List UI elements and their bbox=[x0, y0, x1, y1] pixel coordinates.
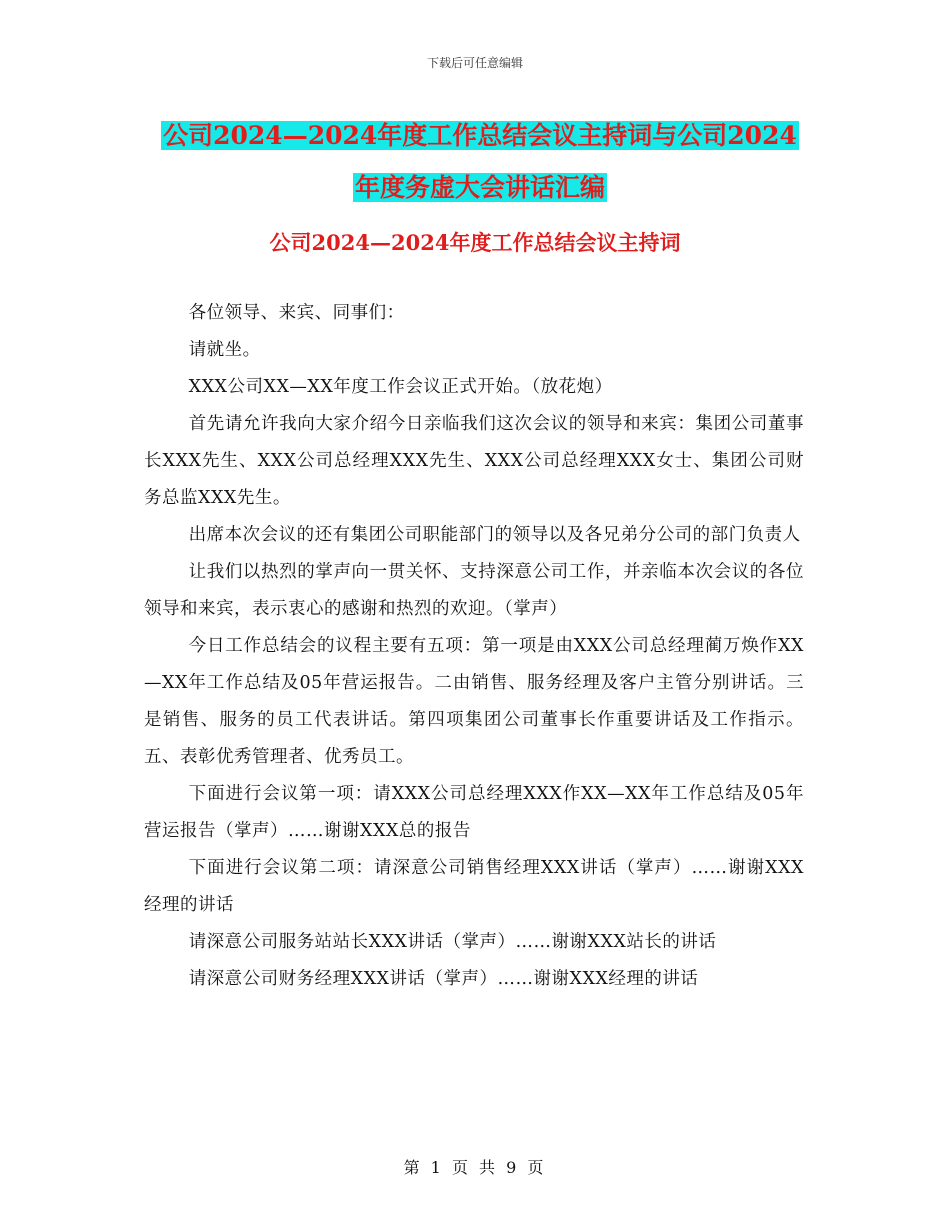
title-line-2: 年度务虚大会讲话汇编 bbox=[354, 173, 605, 202]
header-note: 下载后可任意编辑 bbox=[426, 56, 523, 70]
section-title: 公司2024—2024年度工作总结会议主持词 bbox=[269, 230, 681, 255]
document-body bbox=[144, 295, 804, 998]
paragraph: 今日工作总结会的议程主要有五项：第一项是由XXX公司总经理蔺万焕作XX—XX年工作总结及05年营运报告。二由销售、服务经理及客户主管分别讲话。三是销售、服务的员工代表讲话。第四项集团公司董事长作重要讲话及工作指示。五、表彰优秀管理者、优秀员工。 bbox=[144, 636, 804, 767]
paragraph: 首先请允许我向大家介绍今日亲临我们这次会议的领导和来宾：集团公司董事长XXX先生、XXX公司总经理XXX先生、XXX公司总经理XXX女士、集团公司财务总监XXX先生。 bbox=[144, 414, 804, 508]
page-footer: 第 1 页 共 9 页 bbox=[403, 1158, 547, 1177]
paragraph: 让我们以热烈的掌声向一贯关怀、支持深意公司工作，并亲临本次会议的各位领导和来宾，表示衷心的感谢和热烈的欢迎。（掌声） bbox=[144, 562, 804, 619]
paragraph: 下面进行会议第二项：请深意公司销售经理XXX讲话（掌声）……谢谢XXX经理的讲话 bbox=[144, 858, 804, 915]
paragraph: 请就坐。 bbox=[188, 340, 261, 360]
paragraph: 请深意公司财务经理XXX讲话（掌声）……谢谢XXX经理的讲话 bbox=[188, 969, 699, 989]
title-line-1: 公司2024—2024年度工作总结会议主持词与公司2024 bbox=[163, 121, 797, 150]
paragraph: XXX公司XX—XX年度工作会议正式开始。（放花炮） bbox=[188, 377, 613, 397]
paragraph: 各位领导、来宾、同事们： bbox=[188, 303, 405, 323]
document-title bbox=[80, 110, 880, 214]
paragraph: 出席本次会议的还有集团公司职能部门的领导以及各兄弟分公司的部门负责人 bbox=[188, 525, 801, 545]
paragraph: 请深意公司服务站站长XXX讲话（掌声）……谢谢XXX站长的讲话 bbox=[188, 932, 717, 952]
paragraph: 下面进行会议第一项：请XXX公司总经理XXX作XX—XX年工作总结及05年营运报告（掌声）……谢谢XXX总的报告 bbox=[144, 784, 804, 841]
